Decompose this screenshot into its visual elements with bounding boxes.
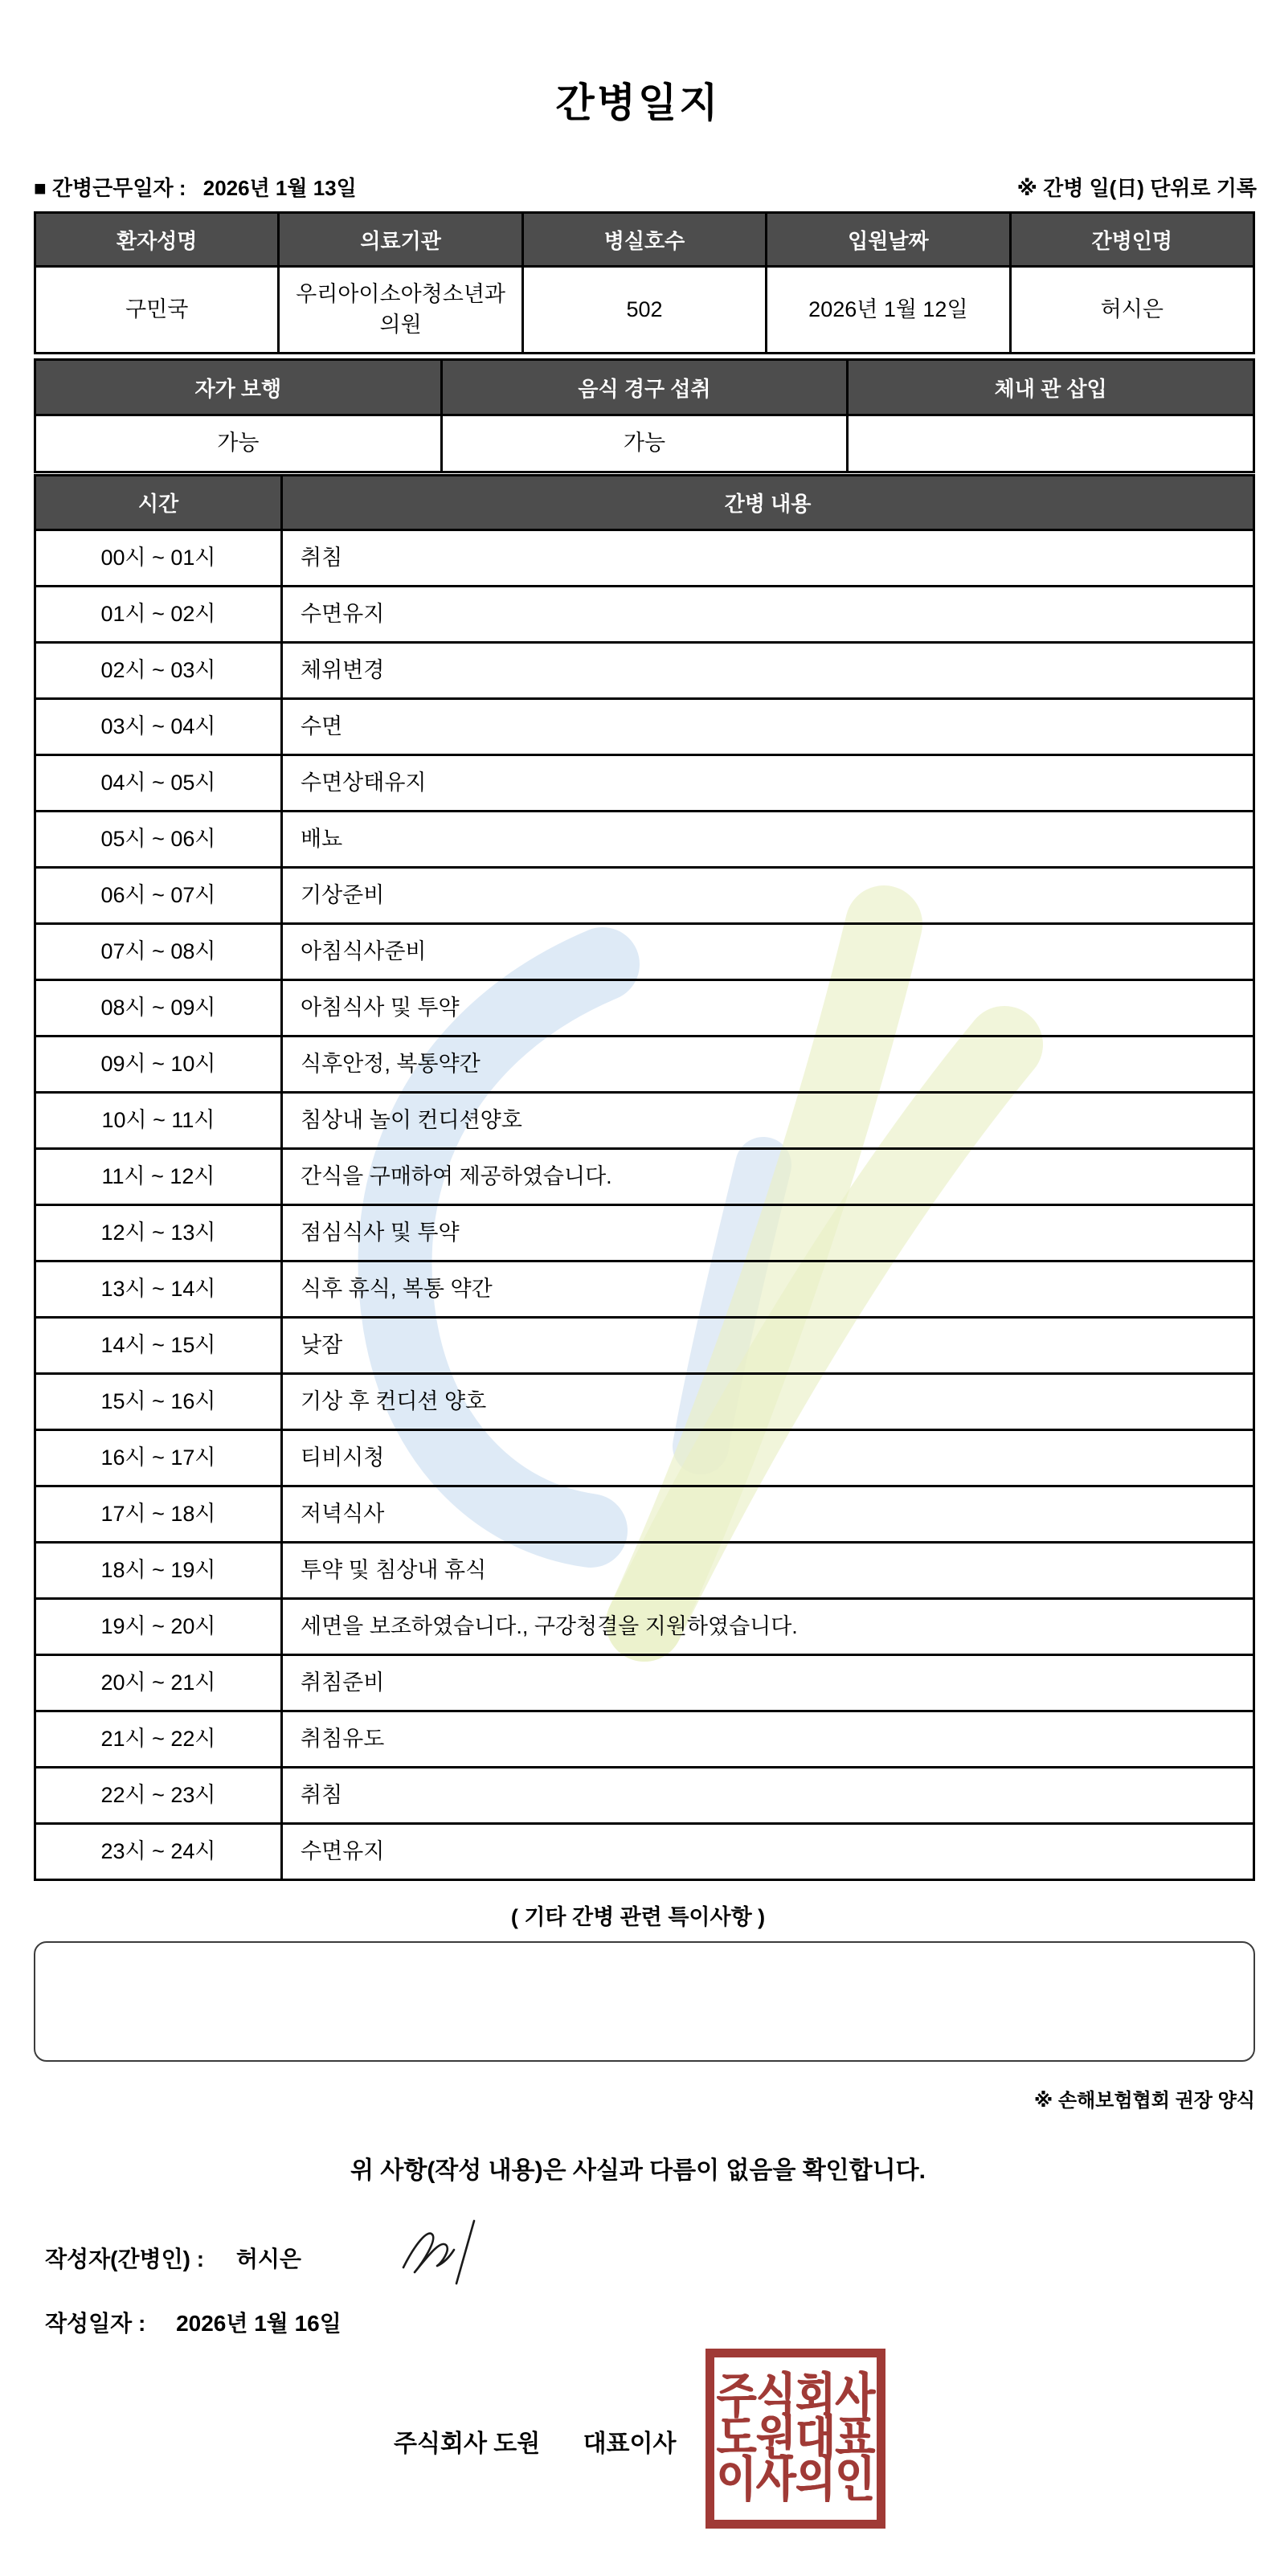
medical-institution-header: 의료기관 bbox=[279, 213, 522, 267]
care-content-cell: 저녁식사 bbox=[282, 1486, 1254, 1543]
room-number-cell: 502 bbox=[522, 267, 766, 354]
care-content-cell: 식후 휴식, 복통 약간 bbox=[282, 1261, 1254, 1318]
care-log-table bbox=[34, 474, 1255, 1881]
time-cell: 03시 ~ 04시 bbox=[35, 699, 282, 755]
seal-line: 이사의인 bbox=[716, 2453, 875, 2508]
care-row bbox=[35, 699, 1254, 755]
care-row bbox=[35, 1318, 1254, 1374]
care-row bbox=[35, 1711, 1254, 1768]
patient-table-value-row bbox=[35, 267, 1254, 354]
care-content-cell: 티비시청 bbox=[282, 1430, 1254, 1486]
care-row bbox=[35, 587, 1254, 643]
written-date-line bbox=[45, 2306, 341, 2338]
time-cell: 20시 ~ 21시 bbox=[35, 1655, 282, 1711]
work-date-line bbox=[34, 172, 357, 202]
care-content-cell: 수면상태유지 bbox=[282, 755, 1254, 812]
care-content-header: 간병 내용 bbox=[282, 476, 1254, 530]
care-content-cell: 기상 후 컨디션 양호 bbox=[282, 1374, 1254, 1430]
care-row bbox=[35, 1205, 1254, 1261]
care-row bbox=[35, 1543, 1254, 1599]
care-table-header-row bbox=[35, 476, 1254, 530]
care-content-cell: 취침 bbox=[282, 1768, 1254, 1824]
seal-line: 주식회사 bbox=[716, 2370, 875, 2424]
care-row bbox=[35, 1037, 1254, 1093]
care-content-cell: 아침식사 및 투약 bbox=[282, 980, 1254, 1037]
care-content-cell: 아침식사준비 bbox=[282, 924, 1254, 980]
care-row bbox=[35, 1655, 1254, 1711]
caregiver-signature bbox=[400, 2214, 489, 2291]
time-cell: 01시 ~ 02시 bbox=[35, 587, 282, 643]
time-cell: 11시 ~ 12시 bbox=[35, 1149, 282, 1205]
care-row bbox=[35, 1093, 1254, 1149]
care-row bbox=[35, 980, 1254, 1037]
time-header: 시간 bbox=[35, 476, 282, 530]
care-row bbox=[35, 1824, 1254, 1880]
time-cell: 17시 ~ 18시 bbox=[35, 1486, 282, 1543]
caregiver-name-cell: 허시은 bbox=[1010, 267, 1254, 354]
seal-line: 도원대표 bbox=[716, 2411, 875, 2466]
admission-date-cell: 2026년 1월 12일 bbox=[767, 267, 1010, 354]
care-row bbox=[35, 755, 1254, 812]
time-cell: 08시 ~ 09시 bbox=[35, 980, 282, 1037]
tube-insertion-cell bbox=[848, 415, 1254, 472]
patient-info-table bbox=[34, 211, 1255, 354]
time-cell: 09시 ~ 10시 bbox=[35, 1037, 282, 1093]
status-table-header-row bbox=[35, 360, 1254, 415]
care-content-cell: 식후안정, 복통약간 bbox=[282, 1037, 1254, 1093]
time-cell: 18시 ~ 19시 bbox=[35, 1543, 282, 1599]
care-row bbox=[35, 868, 1254, 924]
patient-name-cell: 구민국 bbox=[35, 267, 279, 354]
care-row bbox=[35, 530, 1254, 587]
patient-table-header-row bbox=[35, 213, 1254, 267]
time-cell: 15시 ~ 16시 bbox=[35, 1374, 282, 1430]
tube-insertion-header: 체내 관 삽입 bbox=[848, 360, 1254, 415]
work-date-label: ■ 간병근무일자 : bbox=[34, 176, 186, 200]
oral-intake-cell: 가능 bbox=[441, 415, 848, 472]
time-cell: 04시 ~ 05시 bbox=[35, 755, 282, 812]
care-content-cell: 투약 및 침상내 휴식 bbox=[282, 1543, 1254, 1599]
ceo-label: 대표이사 bbox=[583, 2431, 677, 2457]
care-row bbox=[35, 1149, 1254, 1205]
status-table bbox=[34, 358, 1255, 473]
care-row bbox=[35, 1261, 1254, 1318]
care-content-cell: 간식을 구매하여 제공하였습니다. bbox=[282, 1149, 1254, 1205]
time-cell: 19시 ~ 20시 bbox=[35, 1599, 282, 1655]
special-notes-box bbox=[34, 1941, 1255, 2062]
time-cell: 06시 ~ 07시 bbox=[35, 868, 282, 924]
care-content-cell: 수면유지 bbox=[282, 1824, 1254, 1880]
care-content-cell: 취침준비 bbox=[282, 1655, 1254, 1711]
room-number-header: 병실호수 bbox=[522, 213, 766, 267]
company-line bbox=[394, 2423, 676, 2459]
corporate-seal-stamp bbox=[705, 2349, 885, 2529]
time-cell: 05시 ~ 06시 bbox=[35, 812, 282, 868]
self-walking-cell: 가능 bbox=[35, 415, 442, 472]
writer-label: 작성자(간병인) : bbox=[45, 2247, 205, 2271]
recommended-form-note: ※ 손해보험협회 권장 양식 bbox=[1033, 2090, 1255, 2112]
care-row bbox=[35, 1374, 1254, 1430]
medical-institution-cell: 우리아이소아청소년과의원 bbox=[279, 267, 522, 354]
time-cell: 21시 ~ 22시 bbox=[35, 1711, 282, 1768]
time-cell: 23시 ~ 24시 bbox=[35, 1824, 282, 1880]
company-name: 주식회사 도원 bbox=[394, 2431, 541, 2457]
self-walking-header: 자가 보행 bbox=[35, 360, 442, 415]
special-notes-heading: ( 기타 간병 관련 특이사항 ) bbox=[510, 1905, 766, 1929]
caregiver-name-header: 간병인명 bbox=[1010, 213, 1254, 267]
patient-name-header: 환자성명 bbox=[35, 213, 279, 267]
time-cell: 07시 ~ 08시 bbox=[35, 924, 282, 980]
care-content-cell: 낮잠 bbox=[282, 1318, 1254, 1374]
care-content-cell: 취침유도 bbox=[282, 1711, 1254, 1768]
care-content-cell: 취침 bbox=[282, 530, 1254, 587]
time-cell: 10시 ~ 11시 bbox=[35, 1093, 282, 1149]
care-content-cell: 침상내 놀이 컨디션양호 bbox=[282, 1093, 1254, 1149]
time-cell: 02시 ~ 03시 bbox=[35, 643, 282, 699]
status-table-value-row bbox=[35, 415, 1254, 472]
time-cell: 16시 ~ 17시 bbox=[35, 1430, 282, 1486]
writer-line bbox=[45, 2242, 301, 2274]
work-date-value: 2026년 1월 13일 bbox=[202, 176, 357, 200]
written-date-label: 작성일자 : bbox=[45, 2311, 146, 2336]
care-row bbox=[35, 924, 1254, 980]
care-content-cell: 세면을 보조하였습니다., 구강청결을 지원하였습니다. bbox=[282, 1599, 1254, 1655]
time-cell: 00시 ~ 01시 bbox=[35, 530, 282, 587]
confirmation-statement: 위 사항(작성 내용)은 사실과 다름이 없음을 확인합니다. bbox=[350, 2157, 926, 2184]
document-title: 간병일지 bbox=[555, 80, 721, 125]
care-content-cell: 기상준비 bbox=[282, 868, 1254, 924]
time-cell: 22시 ~ 23시 bbox=[35, 1768, 282, 1824]
care-row bbox=[35, 1768, 1254, 1824]
date-line bbox=[34, 172, 1257, 202]
care-row bbox=[35, 812, 1254, 868]
care-content-cell: 체위변경 bbox=[282, 643, 1254, 699]
time-cell: 12시 ~ 13시 bbox=[35, 1205, 282, 1261]
care-row bbox=[35, 1430, 1254, 1486]
care-row bbox=[35, 643, 1254, 699]
writer-name: 허시은 bbox=[235, 2247, 301, 2271]
written-date-value: 2026년 1월 16일 bbox=[176, 2311, 341, 2336]
care-content-cell: 배뇨 bbox=[282, 812, 1254, 868]
admission-date-header: 입원날짜 bbox=[767, 213, 1010, 267]
care-content-cell: 수면 bbox=[282, 699, 1254, 755]
care-row bbox=[35, 1599, 1254, 1655]
unit-note: ※ 간병 일(日) 단위로 기록 bbox=[1016, 176, 1257, 200]
care-content-cell: 점심식사 및 투약 bbox=[282, 1205, 1254, 1261]
care-content-cell: 수면유지 bbox=[282, 587, 1254, 643]
care-row bbox=[35, 1486, 1254, 1543]
time-cell: 14시 ~ 15시 bbox=[35, 1318, 282, 1374]
oral-intake-header: 음식 경구 섭취 bbox=[441, 360, 848, 415]
time-cell: 13시 ~ 14시 bbox=[35, 1261, 282, 1318]
